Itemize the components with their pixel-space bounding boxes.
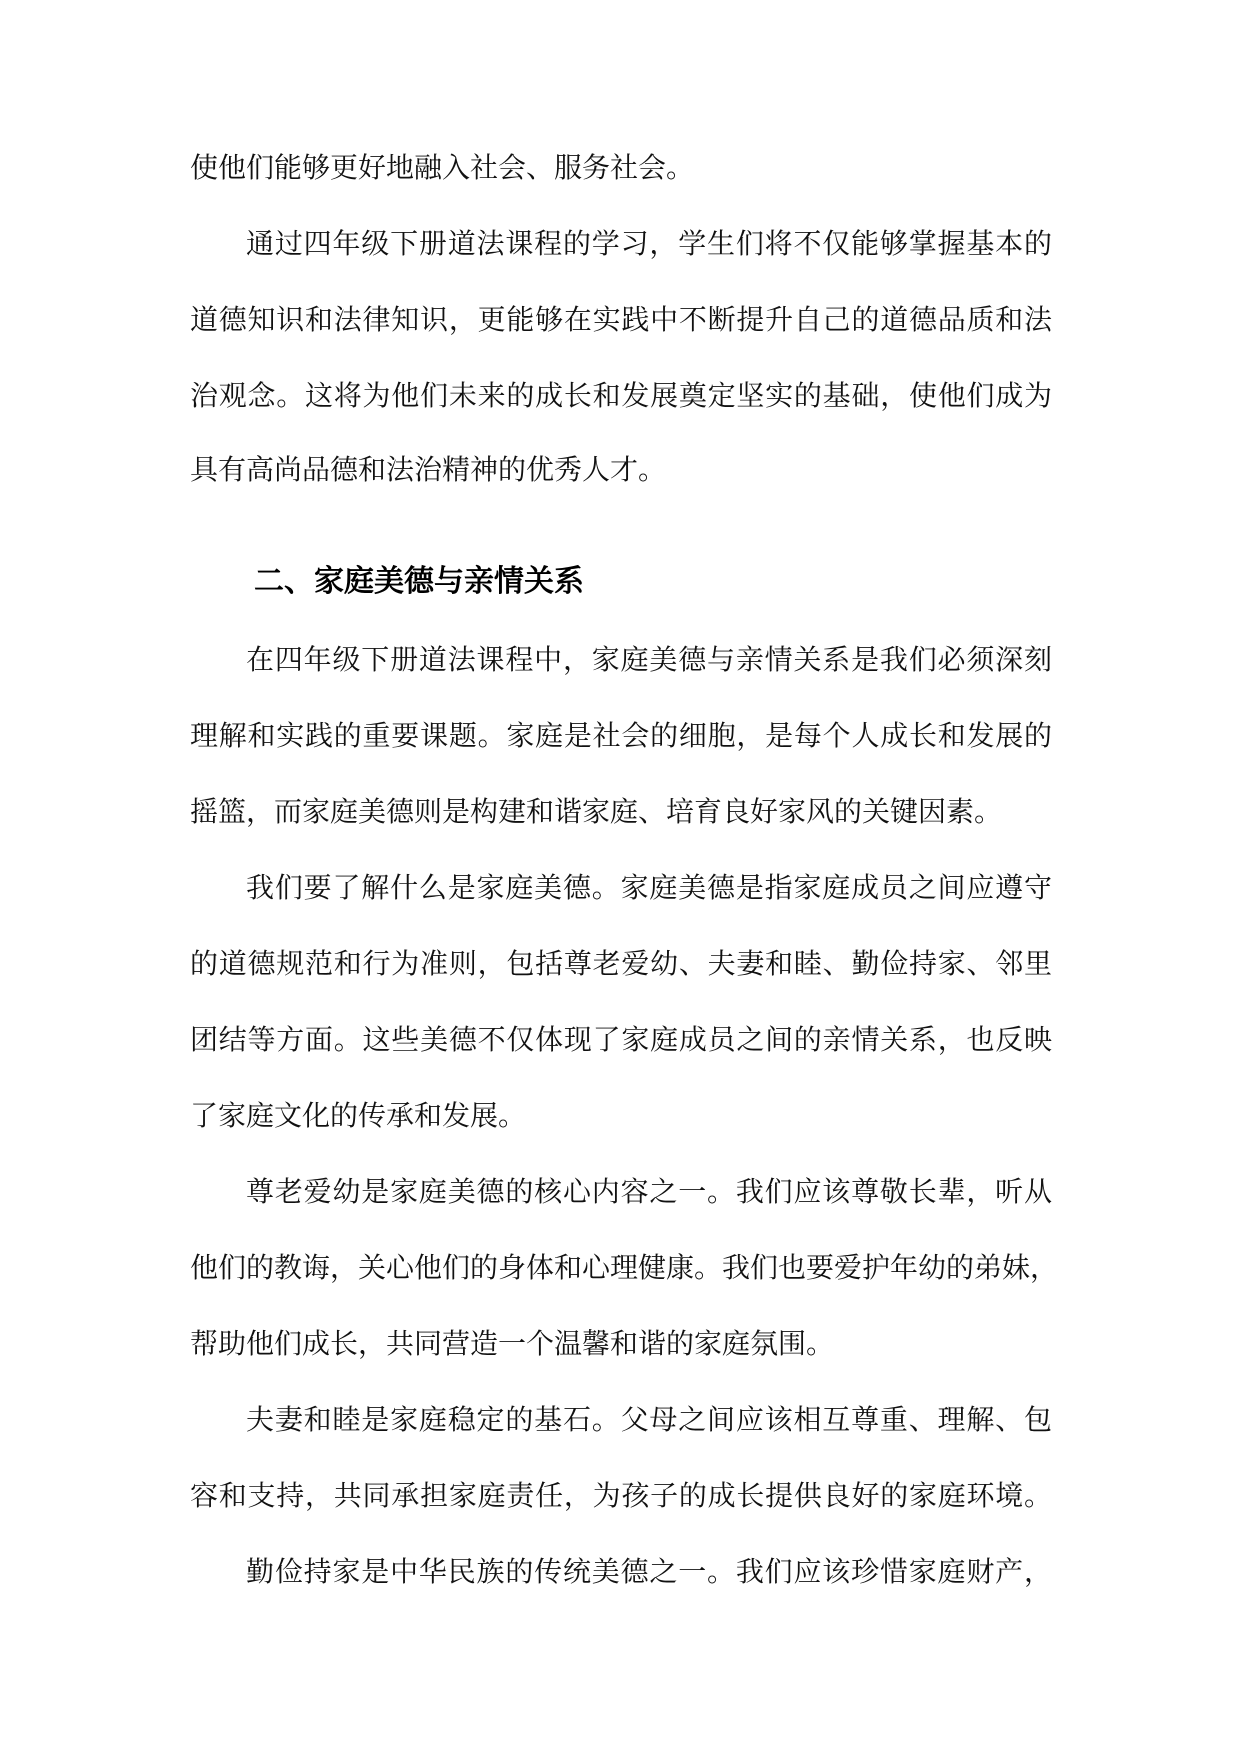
- paragraph-line: 的道德规范和行为准则，包括尊老爱幼、夫妻和睦、勤俭持家、邻里: [190, 947, 1052, 980]
- paragraph-line: 在四年级下册道法课程中，家庭美德与亲情关系是我们必须深刻: [246, 643, 1052, 676]
- paragraph-line: 容和支持，共同承担家庭责任，为孩子的成长提供良好的家庭环境。: [190, 1479, 1052, 1512]
- body-text: [190, 0, 1059, 1754]
- paragraph-line: 尊老爱幼是家庭美德的核心内容之一。我们应该尊敬长辈，听从: [246, 1175, 1052, 1208]
- paragraph-line: 理解和实践的重要课题。家庭是社会的细胞，是每个人成长和发展的: [190, 719, 1052, 752]
- paragraph-line: 勤俭持家是中华民族的传统美德之一。我们应该珍惜家庭财产，: [246, 1555, 1052, 1588]
- paragraph-line: 通过四年级下册道法课程的学习，学生们将不仅能够掌握基本的: [246, 227, 1052, 260]
- paragraph-line: 我们要了解什么是家庭美德。家庭美德是指家庭成员之间应遵守: [246, 871, 1052, 904]
- paragraph-line: 了家庭文化的传承和发展。: [190, 1099, 527, 1132]
- paragraph-line: 治观念。这将为他们未来的成长和发展奠定坚实的基础，使他们成为: [190, 379, 1052, 412]
- paragraph-line: 摇篮，而家庭美德则是构建和谐家庭、培育良好家风的关键因素。: [190, 795, 1003, 828]
- paragraph-line: 道德知识和法律知识，更能够在实践中不断提升自己的道德品质和法: [190, 303, 1052, 336]
- paragraph-line: 团结等方面。这些美德不仅体现了家庭成员之间的亲情关系，也反映: [190, 1023, 1052, 1056]
- paragraph-line: 具有高尚品德和法治精神的优秀人才。: [190, 453, 667, 486]
- paragraph-line: 使他们能够更好地融入社会、服务社会。: [190, 151, 695, 184]
- paragraph-line: 夫妻和睦是家庭稳定的基石。父母之间应该相互尊重、理解、包: [246, 1403, 1052, 1436]
- paragraph-line: 帮助他们成长，共同营造一个温馨和谐的家庭氛围。: [190, 1327, 835, 1360]
- paragraph-line: 他们的教诲，关心他们的身体和心理健康。我们也要爱护年幼的弟妹，: [190, 1251, 1059, 1284]
- section-heading: 二、家庭美德与亲情关系: [254, 564, 584, 599]
